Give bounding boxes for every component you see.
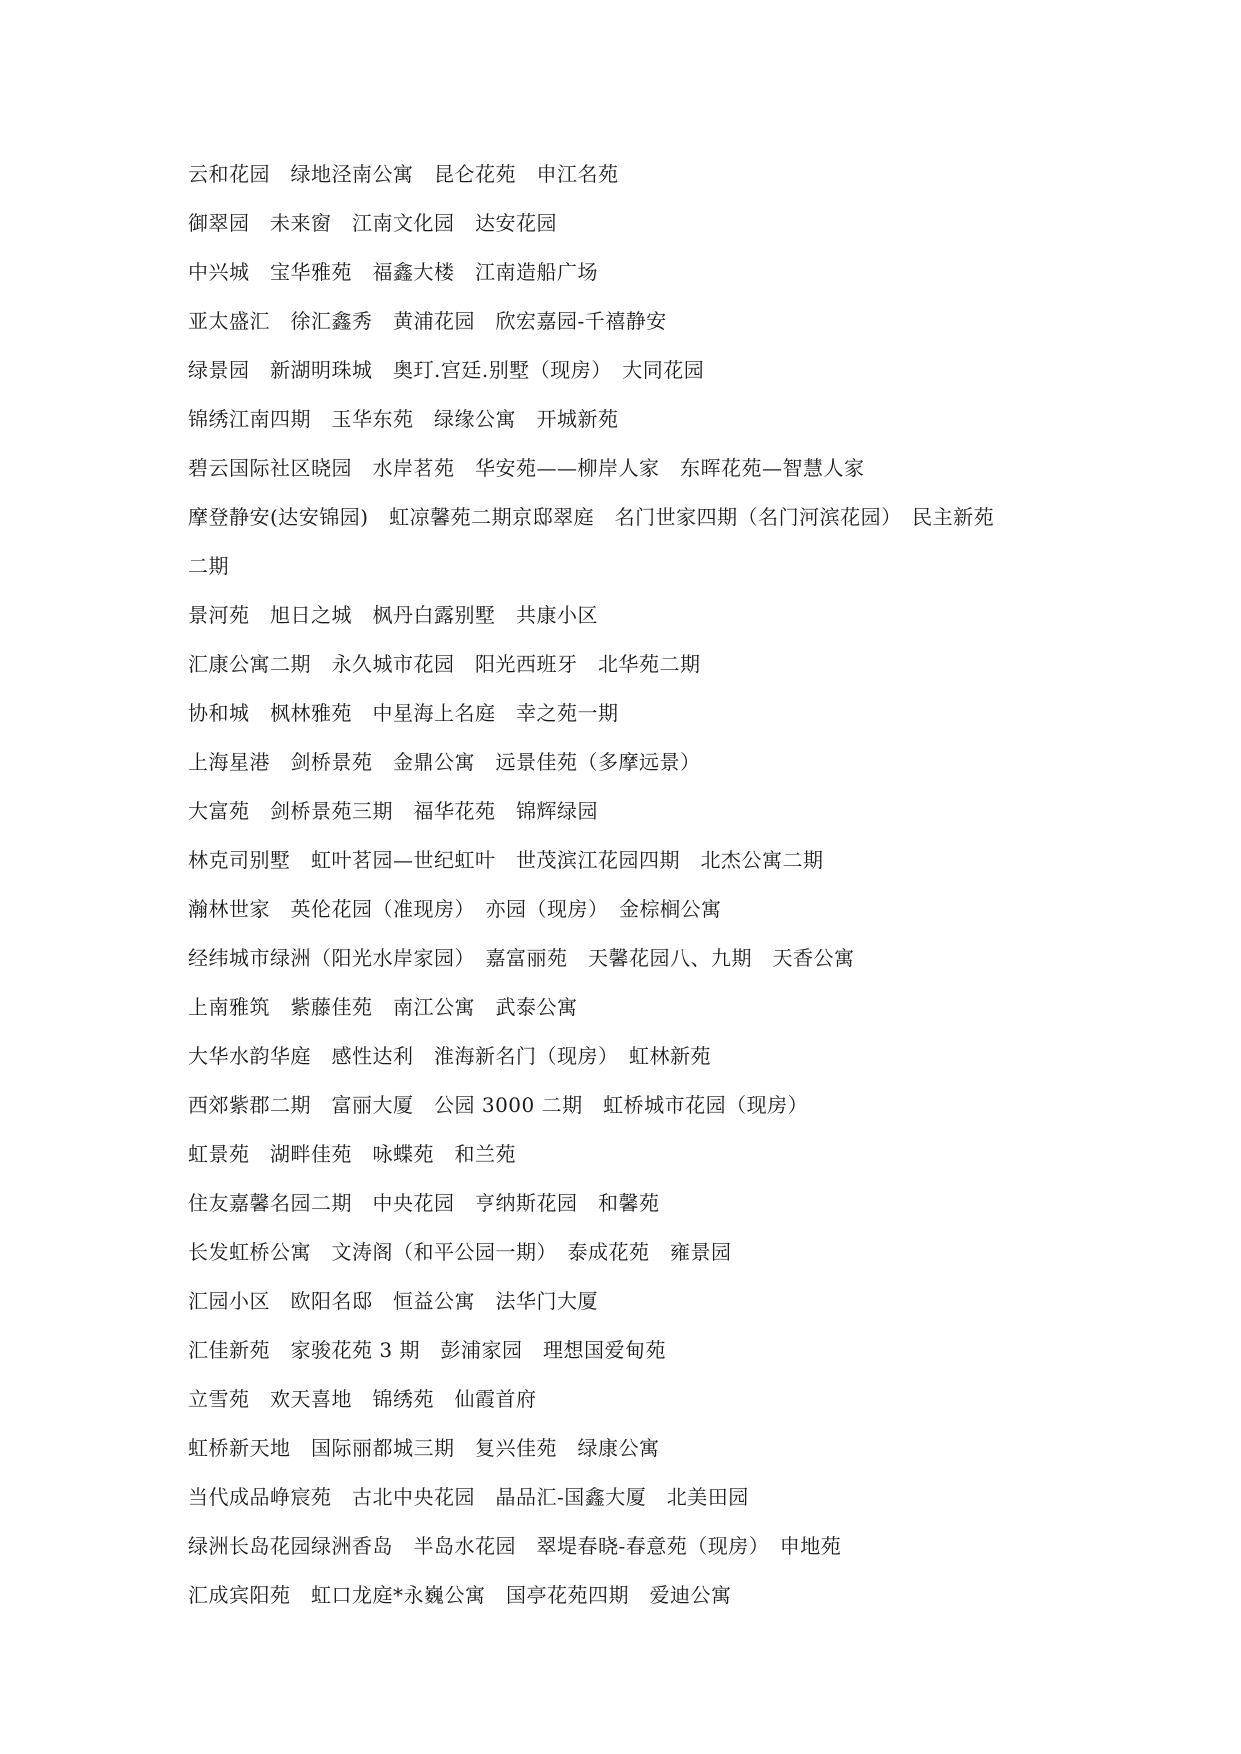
text-line: 虹景苑 湖畔佳苑 咏蝶苑 和兰苑 — [188, 1142, 516, 1166]
text-line: 西郊紫郡二期 富丽大厦 公园 3000 二期 虹桥城市花园（现房） — [188, 1093, 809, 1117]
text-line: 上海星港 剑桥景苑 金鼎公寓 远景佳苑（多摩远景） — [188, 750, 701, 774]
text-line: 大富苑 剑桥景苑三期 福华花苑 锦辉绿园 — [188, 799, 598, 823]
text-line: 上南雅筑 紫藤佳苑 南江公寓 武泰公寓 — [188, 995, 578, 1019]
text-line: 长发虹桥公寓 文涛阁（和平公园一期） 泰成花苑 雍景园 — [188, 1240, 732, 1264]
text-line: 虹桥新天地 国际丽都城三期 复兴佳苑 绿康公寓 — [188, 1436, 660, 1460]
text-line: 中兴城 宝华雅苑 福鑫大楼 江南造船广场 — [188, 260, 598, 284]
text-line: 云和花园 绿地泾南公寓 昆仑花苑 申江名苑 — [188, 162, 619, 186]
text-line: 经纬城市绿洲（阳光水岸家园） 嘉富丽苑 天馨花园八、九期 天香公寓 — [188, 946, 855, 970]
text-line: 碧云国际社区晓园 水岸茗苑 华安苑——柳岸人家 东晖花苑—智慧人家 — [188, 456, 865, 480]
text-line: 瀚林世家 英伦花园（准现房） 亦园（现房） 金棕榈公寓 — [188, 897, 722, 921]
text-line: 汇成宾阳苑 虹口龙庭*永巍公寓 国亭花苑四期 爱迪公寓 — [188, 1583, 732, 1607]
text-line: 摩登静安(达安锦园) 虹凉馨苑二期京邸翠庭 名门世家四期（名门河滨花园） 民主新苑 — [188, 505, 995, 529]
text-line: 汇佳新苑 家骏花苑 3 期 彭浦家园 理想国爱甸苑 — [188, 1338, 666, 1362]
text-line: 住友嘉馨名园二期 中央花园 亨纳斯花园 和馨苑 — [188, 1191, 660, 1215]
text-line: 亚太盛汇 徐汇鑫秀 黄浦花园 欣宏嘉园-千禧静安 — [188, 309, 667, 333]
text-line: 锦绣江南四期 玉华东苑 绿缘公寓 开城新苑 — [188, 407, 619, 431]
text-line: 景河苑 旭日之城 枫丹白露别墅 共康小区 — [188, 603, 598, 627]
text-line: 汇园小区 欧阳名邸 恒益公寓 法华门大厦 — [188, 1289, 598, 1313]
text-line: 林克司别墅 虹叶茗园—世纪虹叶 世茂滨江花园四期 北杰公寓二期 — [188, 848, 824, 872]
text-line: 绿洲长岛花园绿洲香岛 半岛水花园 翠堤春晓-春意苑（现房） 申地苑 — [188, 1534, 842, 1558]
text-line: 大华水韵华庭 感性达利 淮海新名门（现房） 虹林新苑 — [188, 1044, 711, 1068]
text-line: 当代成品峥宸苑 古北中央花园 晶品汇-国鑫大厦 北美田园 — [188, 1485, 749, 1509]
text-line: 立雪苑 欢天喜地 锦绣苑 仙霞首府 — [188, 1387, 537, 1411]
text-line: 绿景园 新湖明珠城 奥玎.宫廷.别墅（现房） 大同花园 — [188, 358, 705, 382]
text-line: 协和城 枫林雅苑 中星海上名庭 幸之苑一期 — [188, 701, 619, 725]
text-line: 二期 — [188, 554, 229, 578]
text-line: 御翠园 未来窗 江南文化园 达安花园 — [188, 211, 557, 235]
text-line: 汇康公寓二期 永久城市花园 阳光西班牙 北华苑二期 — [188, 652, 701, 676]
document-body — [188, 150, 1068, 1620]
